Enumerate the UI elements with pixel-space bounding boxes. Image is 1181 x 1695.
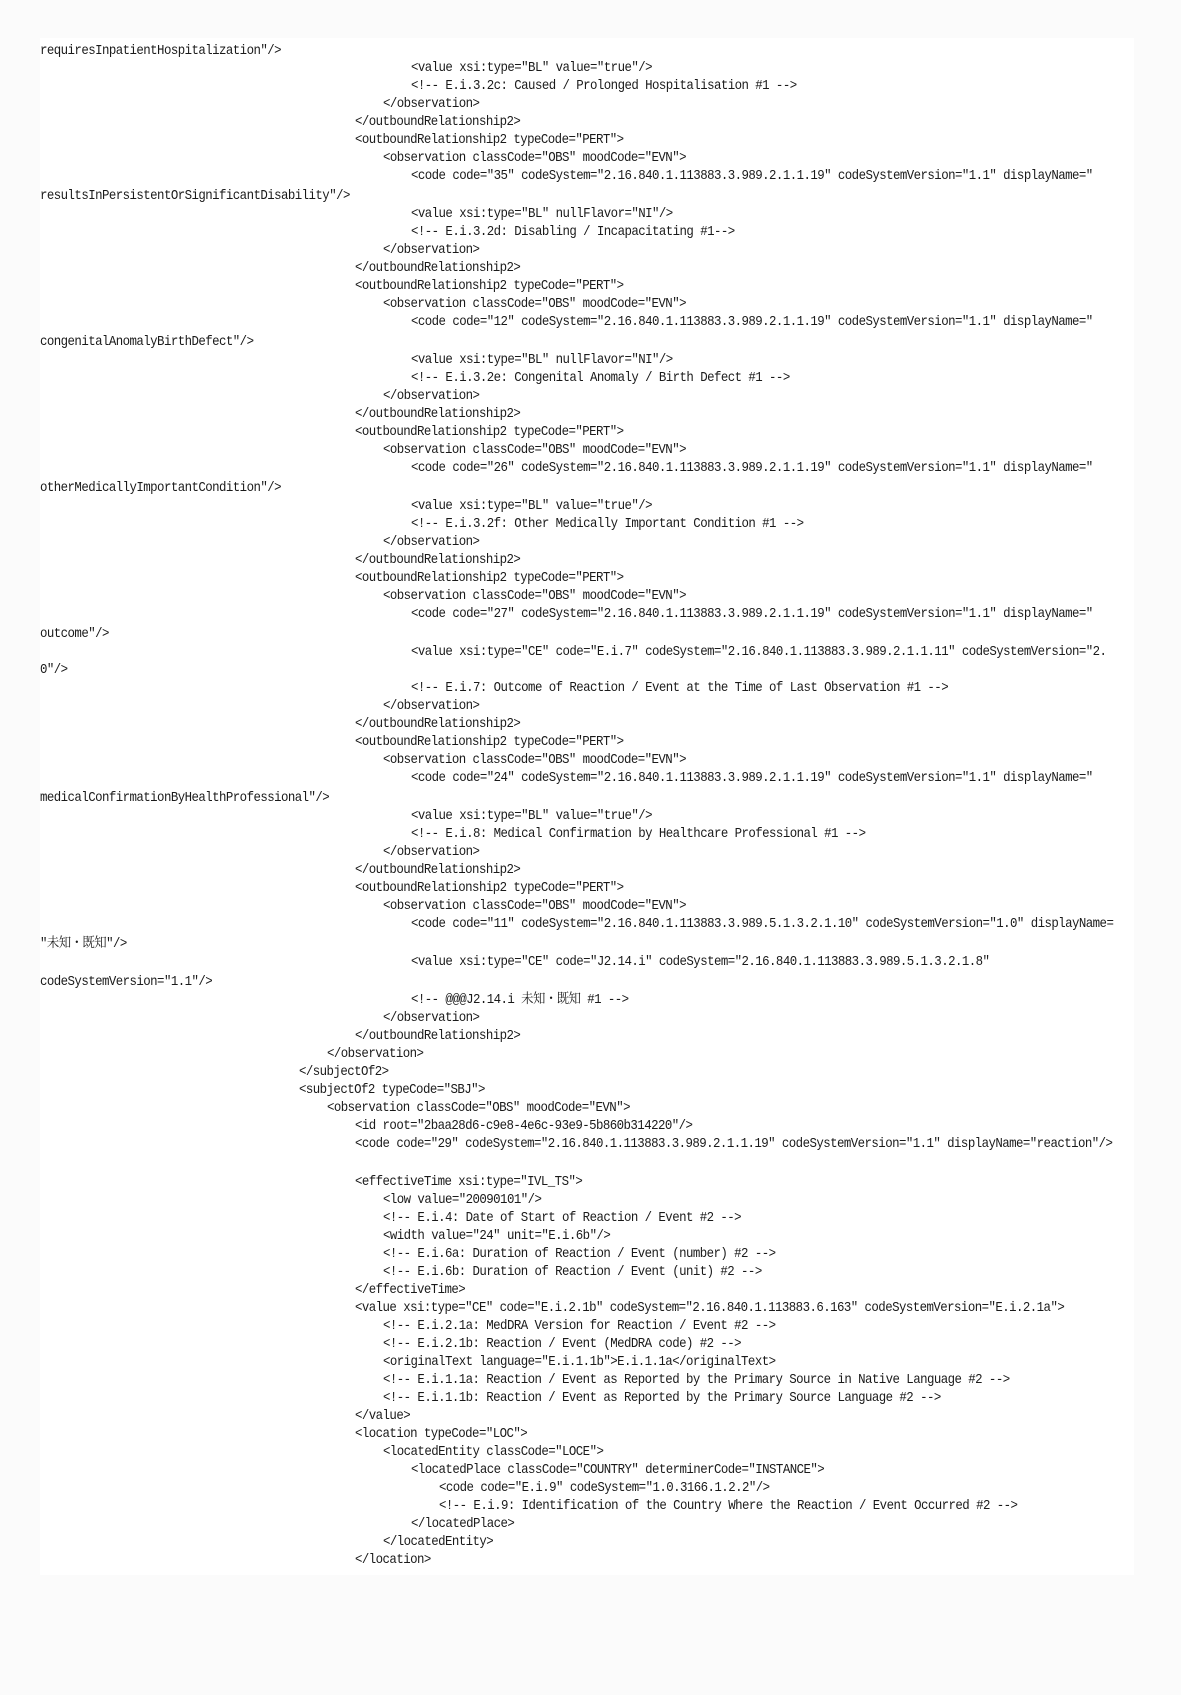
code-line: </observation> — [383, 844, 480, 860]
code-line: <!-- E.i.6b: Duration of Reaction / Event (unit) #2 --> — [383, 1264, 762, 1280]
code-line: <locatedEntity classCode="LOCE"> — [383, 1444, 604, 1460]
code-line: <value xsi:type="CE" code="J2.14.i" codeSystem="2.16.840.1.113883.3.989.5.1.3.2.1.8" — [411, 954, 990, 970]
code-line: </outboundRelationship2> — [355, 1028, 521, 1044]
code-line: <id root="2baa28d6-c9e8-4e6c-93e9-5b860b314220"/> — [355, 1118, 693, 1134]
code-line: <location typeCode="LOC"> — [355, 1426, 528, 1442]
code-line: requiresInpatientHospitalization"/> — [40, 43, 281, 59]
code-line: </locatedEntity> — [383, 1534, 494, 1550]
code-line: <outboundRelationship2 typeCode="PERT"> — [355, 570, 624, 586]
code-line: <width value="24" unit="E.i.6b"/> — [383, 1228, 611, 1244]
code-line: <locatedPlace classCode="COUNTRY" determinerCode="INSTANCE"> — [411, 1462, 825, 1478]
code-line: </outboundRelationship2> — [355, 114, 521, 130]
code-line: <outboundRelationship2 typeCode="PERT"> — [355, 880, 624, 896]
code-line: <code code="11" codeSystem="2.16.840.1.113883.3.989.5.1.3.2.1.10" codeSystemVersion="1.0" displayName= — [411, 916, 1114, 932]
code-line: <subjectOf2 typeCode="SBJ"> — [299, 1082, 485, 1098]
code-line: <!-- E.i.1.1a: Reaction / Event as Reported by the Primary Source in Native Language #2 --> — [383, 1372, 1010, 1388]
code-line: <code code="27" codeSystem="2.16.840.1.113883.3.989.2.1.1.19" codeSystemVersion="1.1" displayName=" — [411, 606, 1093, 622]
code-line: <!-- E.i.3.2d: Disabling / Incapacitating #1--> — [411, 224, 735, 240]
code-line: <!-- E.i.1.1b: Reaction / Event as Reported by the Primary Source Language #2 --> — [383, 1390, 941, 1406]
code-line: <observation classCode="OBS" moodCode="EVN"> — [327, 1100, 630, 1116]
code-line: </observation> — [327, 1046, 424, 1062]
code-line: <outboundRelationship2 typeCode="PERT"> — [355, 132, 624, 148]
code-line: <!-- E.i.8: Medical Confirmation by Healthcare Professional #1 --> — [411, 826, 866, 842]
code-line: <outboundRelationship2 typeCode="PERT"> — [355, 734, 624, 750]
code-line: <effectiveTime xsi:type="IVL_TS"> — [355, 1174, 583, 1190]
code-line: </observation> — [383, 698, 480, 714]
code-line: <!-- E.i.3.2f: Other Medically Important Condition #1 --> — [411, 516, 804, 532]
code-line: <low value="20090101"/> — [383, 1192, 542, 1208]
code-line: 0"/> — [40, 662, 68, 678]
code-line: </subjectOf2> — [299, 1064, 389, 1080]
code-line: congenitalAnomalyBirthDefect"/> — [40, 334, 254, 350]
code-line: <value xsi:type="BL" value="true"/> — [411, 808, 652, 824]
code-line: </outboundRelationship2> — [355, 862, 521, 878]
code-line: <!-- E.i.7: Outcome of Reaction / Event at the Time of Last Observation #1 --> — [411, 680, 949, 696]
code-line: </value> — [355, 1408, 411, 1424]
code-line: </observation> — [383, 1010, 480, 1026]
code-line: <originalText language="E.i.1.1b">E.i.1.1a</originalText> — [383, 1354, 776, 1370]
code-line: <code code="29" codeSystem="2.16.840.1.113883.3.989.2.1.1.19" codeSystemVersion="1.1" displayName="reaction"/> — [355, 1136, 1113, 1152]
code-line: </effectiveTime> — [355, 1282, 466, 1298]
code-line: <observation classCode="OBS" moodCode="EVN"> — [383, 150, 686, 166]
xml-code-listing — [40, 38, 1134, 1575]
code-line: <code code="26" codeSystem="2.16.840.1.113883.3.989.2.1.1.19" codeSystemVersion="1.1" displayName=" — [411, 460, 1093, 476]
code-line: <outboundRelationship2 typeCode="PERT"> — [355, 278, 624, 294]
code-line: <code code="E.i.9" codeSystem="1.0.3166.1.2.2"/> — [439, 1480, 770, 1496]
code-line: <value xsi:type="BL" value="true"/> — [411, 498, 652, 514]
code-line: <value xsi:type="CE" code="E.i.2.1b" codeSystem="2.16.840.1.113883.6.163" codeSystemVersion="E.i.2.1a"> — [355, 1300, 1065, 1316]
code-line: <!-- E.i.3.2e: Congenital Anomaly / Birth Defect #1 --> — [411, 370, 790, 386]
code-line: <observation classCode="OBS" moodCode="EVN"> — [383, 296, 686, 312]
code-line: <code code="24" codeSystem="2.16.840.1.113883.3.989.2.1.1.19" codeSystemVersion="1.1" displayName=" — [411, 770, 1093, 786]
code-line: <value xsi:type="CE" code="E.i.7" codeSystem="2.16.840.1.113883.3.989.2.1.1.11" codeSystemVersion="2. — [411, 644, 1107, 660]
code-line: </outboundRelationship2> — [355, 260, 521, 276]
code-line: <observation classCode="OBS" moodCode="EVN"> — [383, 752, 686, 768]
code-line: <!-- E.i.4: Date of Start of Reaction / Event #2 --> — [383, 1210, 742, 1226]
code-line: </locatedPlace> — [411, 1516, 515, 1532]
code-line: "未知・既知"/> — [40, 936, 127, 952]
code-line: </observation> — [383, 96, 480, 112]
code-line: <observation classCode="OBS" moodCode="EVN"> — [383, 898, 686, 914]
code-line: </observation> — [383, 242, 480, 258]
code-line: </outboundRelationship2> — [355, 716, 521, 732]
code-line: outcome"/> — [40, 626, 109, 642]
code-line: </observation> — [383, 388, 480, 404]
code-line: resultsInPersistentOrSignificantDisability"/> — [40, 188, 350, 204]
code-line: <observation classCode="OBS" moodCode="EVN"> — [383, 442, 686, 458]
code-line: <!-- E.i.2.1a: MedDRA Version for Reaction / Event #2 --> — [383, 1318, 776, 1334]
code-line: <!-- E.i.3.2c: Caused / Prolonged Hospitalisation #1 --> — [411, 78, 797, 94]
code-line: <!-- E.i.9: Identification of the Country Where the Reaction / Event Occurred #2 --> — [439, 1498, 1018, 1514]
code-line: <!-- E.i.6a: Duration of Reaction / Event (number) #2 --> — [383, 1246, 776, 1262]
code-line: <value xsi:type="BL" value="true"/> — [411, 60, 652, 76]
code-line: medicalConfirmationByHealthProfessional"/> — [40, 790, 330, 806]
code-line: <value xsi:type="BL" nullFlavor="NI"/> — [411, 206, 673, 222]
code-line: <outboundRelationship2 typeCode="PERT"> — [355, 424, 624, 440]
code-line: <!-- @@@J2.14.i 未知・既知 #1 --> — [411, 992, 629, 1008]
code-line: </outboundRelationship2> — [355, 406, 521, 422]
code-line: codeSystemVersion="1.1"/> — [40, 974, 213, 990]
code-line: otherMedicallyImportantCondition"/> — [40, 480, 281, 496]
code-line: </observation> — [383, 534, 480, 550]
code-line: </outboundRelationship2> — [355, 552, 521, 568]
code-line: <code code="12" codeSystem="2.16.840.1.113883.3.989.2.1.1.19" codeSystemVersion="1.1" displayName=" — [411, 314, 1093, 330]
code-line: <value xsi:type="BL" nullFlavor="NI"/> — [411, 352, 673, 368]
code-line: <code code="35" codeSystem="2.16.840.1.113883.3.989.2.1.1.19" codeSystemVersion="1.1" displayName=" — [411, 168, 1093, 184]
code-line: </location> — [355, 1552, 431, 1568]
code-line: <!-- E.i.2.1b: Reaction / Event (MedDRA code) #2 --> — [383, 1336, 742, 1352]
code-line: <observation classCode="OBS" moodCode="EVN"> — [383, 588, 686, 604]
